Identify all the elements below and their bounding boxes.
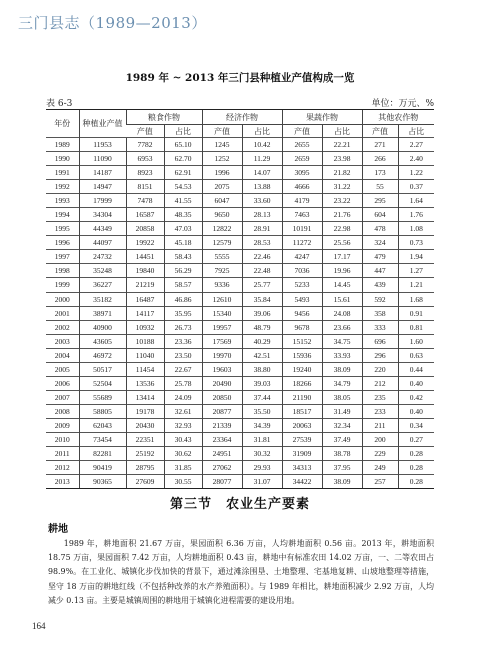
table-cell: 34.39 <box>242 418 282 432</box>
table-cell: 38.78 <box>322 447 362 461</box>
table-cell: 1991 <box>46 166 79 180</box>
table-cell: 333 <box>362 320 398 334</box>
table-cell: 1995 <box>46 222 79 236</box>
table-cell: 20858 <box>126 222 164 236</box>
body-paragraph: 1989 年，耕地面积 21.67 万亩，果园面积 6.36 万亩，人均耕地面积 0.56 亩。2013 年，耕地面积 18.75 万亩，果园面积 7.42 万亩，人均耕地面积 0.43 亩，耕地中有标准农田 14.02 万亩，一、二等农田占 98.9%。在工业化、城镇化步伐加快的背景下，通过滩涂围垦、土地整理、宅基地复耕、山坡地整理等措施，坚守 18 万亩的耕地红线（不包括种改养的水产养殖面积）。与 1989 年相比，耕地面积减少 2.92 万亩，人均减少 0.13 亩。主要是城镇周围的耕地用于城镇化进程需要的建设用地。 <box>48 539 434 605</box>
table-cell: 26.73 <box>164 320 202 334</box>
table-cell: 25.56 <box>322 236 362 250</box>
subheader-output: 产值 <box>202 125 242 138</box>
header-year: 年份 <box>46 110 79 138</box>
subsection-heading: 耕地 <box>48 524 68 535</box>
table-row <box>46 264 434 278</box>
table-cell: 5233 <box>282 278 322 292</box>
table-cell: 20850 <box>202 390 242 404</box>
table-cell: 13536 <box>126 376 164 390</box>
table-cell: 8923 <box>126 166 164 180</box>
table-cell: 35.50 <box>242 404 282 418</box>
table-cell: 47.03 <box>164 222 202 236</box>
table-cell: 14.45 <box>322 278 362 292</box>
table-cell: 35182 <box>79 292 126 306</box>
table-cell: 7925 <box>202 264 242 278</box>
table-row <box>46 432 434 446</box>
table-cell: 73454 <box>79 432 126 446</box>
table-cell: 1.22 <box>398 166 434 180</box>
table-cell: 0.91 <box>398 306 434 320</box>
table-cell: 0.40 <box>398 376 434 390</box>
table-cell: 604 <box>362 208 398 222</box>
table-cell: 31.85 <box>164 461 202 475</box>
table-cell: 23.36 <box>164 334 202 348</box>
table-cell: 6953 <box>126 152 164 166</box>
table-cell: 2.27 <box>398 138 434 152</box>
table-cell: 39.06 <box>242 306 282 320</box>
table-cell: 24951 <box>202 447 242 461</box>
table-cell: 27539 <box>282 432 322 446</box>
table-row <box>46 306 434 320</box>
table-cell: 11454 <box>126 362 164 376</box>
table-cell: 2008 <box>46 404 79 418</box>
table-cell: 14.07 <box>242 166 282 180</box>
table-row <box>46 475 434 489</box>
table-cell: 5493 <box>282 292 322 306</box>
table-cell: 48.79 <box>242 320 282 334</box>
table-number: 表 6-3 <box>46 99 73 109</box>
table-cell: 2006 <box>46 376 79 390</box>
table-row <box>46 404 434 418</box>
subheader-output: 产值 <box>126 125 164 138</box>
table-cell: 14451 <box>126 250 164 264</box>
table-cell: 1992 <box>46 180 79 194</box>
table-row <box>46 390 434 404</box>
table-cell: 58.57 <box>164 278 202 292</box>
table-cell: 2010 <box>46 432 79 446</box>
table-cell: 1989 <box>46 138 79 152</box>
table-cell: 212 <box>362 376 398 390</box>
table-row <box>46 461 434 475</box>
table-cell: 19922 <box>126 236 164 250</box>
table-cell: 0.81 <box>398 320 434 334</box>
table-cell: 2005 <box>46 362 79 376</box>
table-cell: 14947 <box>79 180 126 194</box>
table-cell: 29.93 <box>242 461 282 475</box>
table-cell: 0.37 <box>398 180 434 194</box>
table-cell: 229 <box>362 447 398 461</box>
header-cash-crops: 经济作物 <box>202 110 282 125</box>
table-cell: 34.75 <box>322 334 362 348</box>
table-cell: 1.68 <box>398 292 434 306</box>
subheader-output: 产值 <box>282 125 322 138</box>
table-cell: 21190 <box>282 390 322 404</box>
table-cell: 11953 <box>79 138 126 152</box>
table-cell: 31.49 <box>322 404 362 418</box>
table-cell: 2001 <box>46 306 79 320</box>
running-head: 三门县志（1989—2013） <box>18 14 207 32</box>
table-cell: 46972 <box>79 348 126 362</box>
table-cell: 90365 <box>79 475 126 489</box>
table-row <box>46 208 434 222</box>
subheader-share: 占比 <box>322 125 362 138</box>
table-cell: 23.98 <box>322 152 362 166</box>
table-cell: 36227 <box>79 278 126 292</box>
table-cell: 2003 <box>46 334 79 348</box>
table-cell: 0.28 <box>398 475 434 489</box>
table-cell: 38.09 <box>322 362 362 376</box>
table-cell: 19.96 <box>322 264 362 278</box>
table-cell: 18517 <box>282 404 322 418</box>
table-cell: 58805 <box>79 404 126 418</box>
table-cell: 23.22 <box>322 194 362 208</box>
table-cell: 17.17 <box>322 250 362 264</box>
table-cell: 62043 <box>79 418 126 432</box>
table-cell: 62.70 <box>164 152 202 166</box>
table-cell: 28.53 <box>242 236 282 250</box>
table-cell: 1.60 <box>398 334 434 348</box>
table-cell: 10191 <box>282 222 322 236</box>
table-cell: 5555 <box>202 250 242 264</box>
table-cell: 4247 <box>282 250 322 264</box>
table-cell: 1993 <box>46 194 79 208</box>
table-cell: 173 <box>362 166 398 180</box>
table-cell: 13.88 <box>242 180 282 194</box>
table-cell: 2004 <box>46 348 79 362</box>
table-cell: 324 <box>362 236 398 250</box>
table-cell: 23364 <box>202 432 242 446</box>
table-cell: 11.29 <box>242 152 282 166</box>
table-cell: 28077 <box>202 475 242 489</box>
table-cell: 24732 <box>79 250 126 264</box>
table-cell: 19240 <box>282 362 322 376</box>
table-cell: 1990 <box>46 152 79 166</box>
table-cell: 1.21 <box>398 278 434 292</box>
table-cell: 39.03 <box>242 376 282 390</box>
table-cell: 15.61 <box>322 292 362 306</box>
table-cell: 3095 <box>282 166 322 180</box>
table-cell: 65.10 <box>164 138 202 152</box>
table-row <box>46 138 434 152</box>
table-cell: 52504 <box>79 376 126 390</box>
table-cell: 31.07 <box>242 475 282 489</box>
table-cell: 1.76 <box>398 208 434 222</box>
table-cell: 19970 <box>202 348 242 362</box>
table-cell: 25.77 <box>242 278 282 292</box>
table-cell: 32.61 <box>164 404 202 418</box>
header-total-output: 种植业产值 <box>79 110 126 138</box>
table-cell: 249 <box>362 461 398 475</box>
table-row <box>46 447 434 461</box>
table-cell: 22.98 <box>322 222 362 236</box>
table-cell: 34.79 <box>322 376 362 390</box>
subheader-share: 占比 <box>242 125 282 138</box>
table-cell: 17569 <box>202 334 242 348</box>
table-cell: 40.29 <box>242 334 282 348</box>
table-cell: 12822 <box>202 222 242 236</box>
table-cell: 1994 <box>46 208 79 222</box>
table-cell: 11090 <box>79 152 126 166</box>
table-cell: 0.42 <box>398 390 434 404</box>
table-cell: 0.34 <box>398 418 434 432</box>
table-cell: 50517 <box>79 362 126 376</box>
header-grain-crops: 粮食作物 <box>126 110 202 125</box>
table-cell: 22351 <box>126 432 164 446</box>
table-row <box>46 348 434 362</box>
table-cell: 38971 <box>79 306 126 320</box>
table-cell: 21339 <box>202 418 242 432</box>
table-cell: 42.51 <box>242 348 282 362</box>
table-cell: 23.66 <box>322 320 362 334</box>
table-cell: 15152 <box>282 334 322 348</box>
table-cell: 1997 <box>46 250 79 264</box>
table-body <box>46 138 434 489</box>
table-cell: 9336 <box>202 278 242 292</box>
table-cell: 1.08 <box>398 222 434 236</box>
table-row <box>46 334 434 348</box>
table-cell: 35.84 <box>242 292 282 306</box>
table-cell: 1996 <box>46 236 79 250</box>
table-cell: 235 <box>362 390 398 404</box>
table-cell: 16487 <box>126 292 164 306</box>
table-title: 1989 年 ~ 2013 年三门县种植业产值构成一览 <box>125 72 355 84</box>
table-cell: 0.44 <box>398 362 434 376</box>
table-cell: 211 <box>362 418 398 432</box>
table-cell: 1999 <box>46 278 79 292</box>
table-cell: 55689 <box>79 390 126 404</box>
table-cell: 24.09 <box>164 390 202 404</box>
table-cell: 1998 <box>46 264 79 278</box>
table-cell: 2009 <box>46 418 79 432</box>
table-cell: 58.43 <box>164 250 202 264</box>
table-cell: 592 <box>362 292 398 306</box>
table-cell: 2655 <box>282 138 322 152</box>
table-cell: 0.27 <box>398 432 434 446</box>
table-cell: 43605 <box>79 334 126 348</box>
table-cell: 11272 <box>282 236 322 250</box>
subheader-output: 产值 <box>362 125 398 138</box>
table-cell: 1.27 <box>398 264 434 278</box>
table-cell: 4666 <box>282 180 322 194</box>
table-cell: 22.46 <box>242 250 282 264</box>
table-unit: 单位：万元、% <box>371 99 434 109</box>
table-cell: 2011 <box>46 447 79 461</box>
table-cell: 12610 <box>202 292 242 306</box>
table-cell: 2013 <box>46 475 79 489</box>
table-cell: 21.82 <box>322 166 362 180</box>
table-cell: 14117 <box>126 306 164 320</box>
table-cell: 0.28 <box>398 461 434 475</box>
table-cell: 220 <box>362 362 398 376</box>
table-cell: 37.49 <box>322 432 362 446</box>
table-cell: 13414 <box>126 390 164 404</box>
table-cell: 33.93 <box>322 348 362 362</box>
table-cell: 37.95 <box>322 461 362 475</box>
table-cell: 2659 <box>282 152 322 166</box>
table-cell: 478 <box>362 222 398 236</box>
table-cell: 7782 <box>126 138 164 152</box>
table-cell: 48.35 <box>164 208 202 222</box>
table-cell: 21219 <box>126 278 164 292</box>
table-cell: 24.08 <box>322 306 362 320</box>
table-cell: 10.42 <box>242 138 282 152</box>
table-cell: 200 <box>362 432 398 446</box>
table-cell: 696 <box>362 334 398 348</box>
table-cell: 6047 <box>202 194 242 208</box>
table-cell: 30.32 <box>242 447 282 461</box>
table-cell: 54.53 <box>164 180 202 194</box>
planting-output-table <box>46 109 434 489</box>
table-cell: 38.80 <box>242 362 282 376</box>
table-cell: 62.91 <box>164 166 202 180</box>
section-heading: 第三节 农业生产要素 <box>169 497 310 512</box>
table-row <box>46 180 434 194</box>
table-cell: 18266 <box>282 376 322 390</box>
table-cell: 20063 <box>282 418 322 432</box>
table-cell: 1245 <box>202 138 242 152</box>
table-cell: 35.95 <box>164 306 202 320</box>
table-cell: 90419 <box>79 461 126 475</box>
table-cell: 38.05 <box>322 390 362 404</box>
table-cell: 30.62 <box>164 447 202 461</box>
table-cell: 19957 <box>202 320 242 334</box>
table-cell: 20877 <box>202 404 242 418</box>
table-cell: 295 <box>362 194 398 208</box>
table-cell: 10932 <box>126 320 164 334</box>
table-cell: 20490 <box>202 376 242 390</box>
table-cell: 46.86 <box>164 292 202 306</box>
table-row <box>46 222 434 236</box>
table-cell: 7478 <box>126 194 164 208</box>
table-cell: 41.55 <box>164 194 202 208</box>
table-cell: 2007 <box>46 390 79 404</box>
table-cell: 447 <box>362 264 398 278</box>
table-cell: 0.63 <box>398 348 434 362</box>
page-number: 164 <box>32 621 46 631</box>
table-cell: 15340 <box>202 306 242 320</box>
table-cell: 23.50 <box>164 348 202 362</box>
table-cell: 40900 <box>79 320 126 334</box>
table-cell: 34422 <box>282 475 322 489</box>
table-cell: 32.93 <box>164 418 202 432</box>
table-cell: 27609 <box>126 475 164 489</box>
table-cell: 56.29 <box>164 264 202 278</box>
table-row <box>46 194 434 208</box>
table-cell: 55 <box>362 180 398 194</box>
table-row <box>46 236 434 250</box>
header-other-crops: 其他农作物 <box>362 110 434 125</box>
table-cell: 22.48 <box>242 264 282 278</box>
table-cell: 15936 <box>282 348 322 362</box>
table-cell: 35248 <box>79 264 126 278</box>
table-cell: 2075 <box>202 180 242 194</box>
table-cell: 20430 <box>126 418 164 432</box>
table-cell: 30.43 <box>164 432 202 446</box>
table-cell: 22.21 <box>322 138 362 152</box>
table-cell: 11040 <box>126 348 164 362</box>
table-cell: 30.55 <box>164 475 202 489</box>
table-cell: 4179 <box>282 194 322 208</box>
table-cell: 271 <box>362 138 398 152</box>
table-cell: 1996 <box>202 166 242 180</box>
table-row <box>46 278 434 292</box>
table-cell: 233 <box>362 404 398 418</box>
table-cell: 28795 <box>126 461 164 475</box>
table-cell: 8151 <box>126 180 164 194</box>
table-cell: 44349 <box>79 222 126 236</box>
table-cell: 28.91 <box>242 222 282 236</box>
table-cell: 2000 <box>46 292 79 306</box>
table-cell: 17999 <box>79 194 126 208</box>
table-cell: 28.13 <box>242 208 282 222</box>
table-row <box>46 362 434 376</box>
table-cell: 7463 <box>282 208 322 222</box>
table-cell: 2002 <box>46 320 79 334</box>
table-row <box>46 418 434 432</box>
table-cell: 12579 <box>202 236 242 250</box>
table-cell: 38.09 <box>322 475 362 489</box>
table-cell: 1.64 <box>398 194 434 208</box>
table-cell: 31.81 <box>242 432 282 446</box>
table-cell: 479 <box>362 250 398 264</box>
table-cell: 25.78 <box>164 376 202 390</box>
table-cell: 0.40 <box>398 404 434 418</box>
table-cell: 2.40 <box>398 152 434 166</box>
table-cell: 22.67 <box>164 362 202 376</box>
table-cell: 19840 <box>126 264 164 278</box>
table-cell: 45.18 <box>164 236 202 250</box>
table-row <box>46 166 434 180</box>
table-cell: 0.28 <box>398 447 434 461</box>
table-cell: 44097 <box>79 236 126 250</box>
table-cell: 439 <box>362 278 398 292</box>
table-cell: 37.44 <box>242 390 282 404</box>
table-row <box>46 376 434 390</box>
table-cell: 32.34 <box>322 418 362 432</box>
table-cell: 19178 <box>126 404 164 418</box>
table-row <box>46 152 434 166</box>
table-cell: 9650 <box>202 208 242 222</box>
table-cell: 266 <box>362 152 398 166</box>
table-cell: 7036 <box>282 264 322 278</box>
table-cell: 9456 <box>282 306 322 320</box>
table-cell: 0.73 <box>398 236 434 250</box>
table-cell: 31.22 <box>322 180 362 194</box>
table-cell: 1.94 <box>398 250 434 264</box>
subheader-share: 占比 <box>398 125 434 138</box>
table-cell: 1252 <box>202 152 242 166</box>
table-cell: 9678 <box>282 320 322 334</box>
table-cell: 21.76 <box>322 208 362 222</box>
table-cell: 16587 <box>126 208 164 222</box>
table-row <box>46 250 434 264</box>
header-fruit-vegetable-crops: 果蔬作物 <box>282 110 362 125</box>
table-cell: 27062 <box>202 461 242 475</box>
table-cell: 33.60 <box>242 194 282 208</box>
table-row <box>46 320 434 334</box>
table-cell: 2012 <box>46 461 79 475</box>
table-cell: 358 <box>362 306 398 320</box>
table-row <box>46 292 434 306</box>
table-cell: 31909 <box>282 447 322 461</box>
table-cell: 14187 <box>79 166 126 180</box>
subheader-share: 占比 <box>164 125 202 138</box>
table-cell: 34304 <box>79 208 126 222</box>
table-cell: 82281 <box>79 447 126 461</box>
table-cell: 296 <box>362 348 398 362</box>
table-cell: 25192 <box>126 447 164 461</box>
table-cell: 19603 <box>202 362 242 376</box>
table-cell: 34313 <box>282 461 322 475</box>
table-cell: 10188 <box>126 334 164 348</box>
table-cell: 257 <box>362 475 398 489</box>
